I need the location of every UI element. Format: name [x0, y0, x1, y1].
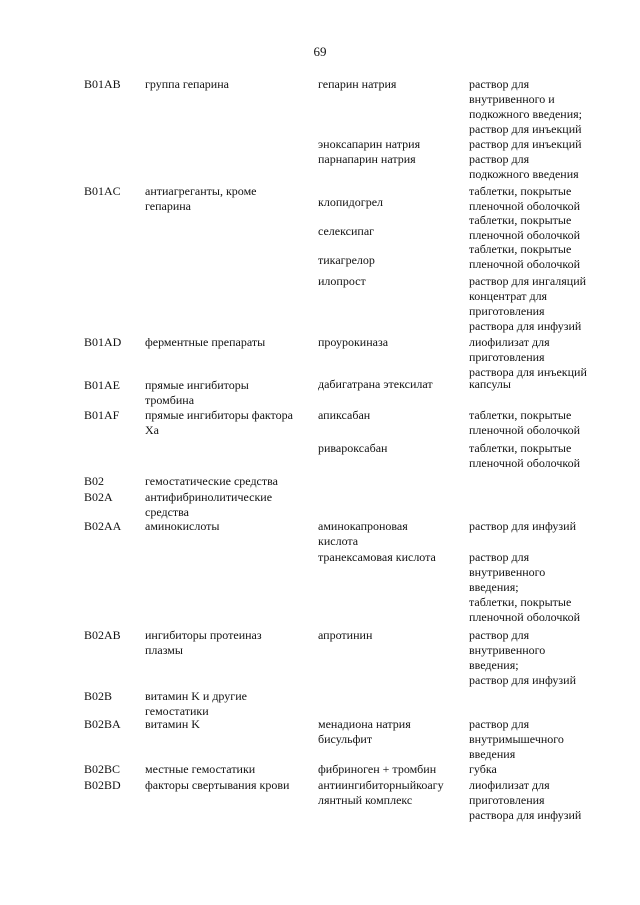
drug-name: селексипаг	[318, 224, 375, 238]
drug-name: бисульфит	[318, 732, 373, 746]
drug-name: апиксабан	[318, 408, 371, 422]
group-name: прямые ингибиторы	[145, 378, 249, 392]
dosage-form: раствор для инъекций	[469, 137, 582, 151]
drug-name: аминокапроновая	[318, 519, 408, 533]
group-name: прямые ингибиторы фактора	[145, 408, 293, 422]
drug-name: илопрост	[318, 274, 366, 288]
atc-code: B02BA	[84, 717, 121, 731]
dosage-form: раствор для	[469, 628, 530, 642]
atc-code: B02BC	[84, 762, 121, 776]
dosage-form: введения;	[469, 658, 519, 672]
atc-code: B02B	[84, 689, 113, 703]
group-name: гепарина	[145, 199, 192, 213]
dosage-form: таблетки, покрытые	[469, 408, 572, 422]
drug-name: транексамовая кислота	[318, 550, 436, 564]
dosage-form: приготовления	[469, 304, 545, 318]
drug-name: дабигатрана этексилат	[318, 377, 433, 391]
dosage-form: раствора для инъекций	[469, 365, 587, 379]
dosage-form: пленочной оболочкой	[469, 456, 581, 470]
dosage-form: раствор для инъекций	[469, 122, 582, 136]
group-name: витамин K	[145, 717, 200, 731]
dosage-form: подкожного введения;	[469, 107, 582, 121]
drug-name: гепарин натрия	[318, 77, 397, 91]
group-name: тромбина	[145, 393, 195, 407]
atc-code: B02A	[84, 490, 113, 504]
dosage-form: капсулы	[469, 377, 511, 391]
drug-name: лянтный комплекс	[318, 793, 413, 807]
dosage-form: раствор для инфузий	[469, 519, 576, 533]
group-name: плазмы	[145, 643, 183, 657]
group-name: ингибиторы протеиназ	[145, 628, 262, 642]
atc-code: B02BD	[84, 778, 121, 792]
drug-name: парнапарин натрия	[318, 152, 416, 166]
dosage-form: раствор для	[469, 550, 530, 564]
dosage-form: таблетки, покрытые	[469, 595, 572, 609]
atc-code: B02	[84, 474, 105, 488]
dosage-form: пленочной оболочкой	[469, 610, 581, 624]
group-name: антифибринолитические	[145, 490, 273, 504]
dosage-form: лиофилизат для	[469, 778, 550, 792]
dosage-form: раствора для инфузий	[469, 319, 582, 333]
drug-name: апротинин	[318, 628, 373, 642]
drug-name: кислота	[318, 534, 359, 548]
dosage-form: раствор для ингаляций	[469, 274, 587, 288]
dosage-form: подкожного введения	[469, 167, 579, 181]
dosage-form: таблетки, покрытые	[469, 441, 572, 455]
atc-code: B01AE	[84, 378, 120, 392]
group-name: ферментные препараты	[145, 335, 266, 349]
dosage-form: пленочной оболочкой	[469, 228, 581, 242]
group-name: антиагреганты, кроме	[145, 184, 257, 198]
dosage-form: пленочной оболочкой	[469, 423, 581, 437]
drug-name: фибриноген + тромбин	[318, 762, 437, 776]
dosage-form: раствор для	[469, 717, 530, 731]
group-name: местные гемостатики	[145, 762, 256, 776]
drug-name: ривароксабан	[318, 441, 388, 455]
atc-code: B02AA	[84, 519, 122, 533]
dosage-form: раствор для инфузий	[469, 673, 576, 687]
atc-code: B02AB	[84, 628, 121, 642]
dosage-form: пленочной оболочкой	[469, 257, 581, 271]
dosage-form: таблетки, покрытые	[469, 213, 572, 227]
dosage-form: раствор для	[469, 77, 530, 91]
dosage-form: пленочной оболочкой	[469, 199, 581, 213]
dosage-form: таблетки, покрытые	[469, 242, 572, 256]
drug-name: клопидогрел	[318, 195, 384, 209]
atc-code: B01AB	[84, 77, 121, 91]
atc-code: B01AC	[84, 184, 121, 198]
dosage-form: внутривенного и	[469, 92, 555, 106]
drug-name: проурокиназа	[318, 335, 389, 349]
dosage-form: раствор для	[469, 152, 530, 166]
group-name: Xa	[145, 423, 159, 437]
dosage-form: введения	[469, 747, 516, 761]
drug-name: менадиона натрия	[318, 717, 411, 731]
dosage-form: введения;	[469, 580, 519, 594]
dosage-form: внутривенного	[469, 565, 546, 579]
drug-name: антиингибиторныйкоагу	[318, 778, 444, 792]
group-name: витамин K и другие	[145, 689, 247, 703]
group-name: средства	[145, 505, 190, 519]
atc-code: B01AF	[84, 408, 120, 422]
drug-name: тикагрелор	[318, 253, 375, 267]
page-number: 69	[313, 44, 327, 59]
dosage-form: лиофилизат для	[469, 335, 550, 349]
dosage-form: внутривенного	[469, 643, 546, 657]
drug-name: эноксапарин натрия	[318, 137, 421, 151]
dosage-form: приготовления	[469, 350, 545, 364]
atc-code: B01AD	[84, 335, 122, 349]
group-name: факторы свертывания крови	[145, 778, 290, 792]
dosage-form: раствора для инфузий	[469, 808, 582, 822]
dosage-form: таблетки, покрытые	[469, 184, 572, 198]
dosage-form: приготовления	[469, 793, 545, 807]
dosage-form: внутримышечного	[469, 732, 564, 746]
dosage-form: губка	[469, 762, 497, 776]
group-name: гемостатики	[145, 704, 209, 718]
group-name: гемостатические средства	[145, 474, 278, 488]
dosage-form: концентрат для	[469, 289, 548, 303]
group-name: группа гепарина	[145, 77, 229, 91]
group-name: аминокислоты	[145, 519, 220, 533]
